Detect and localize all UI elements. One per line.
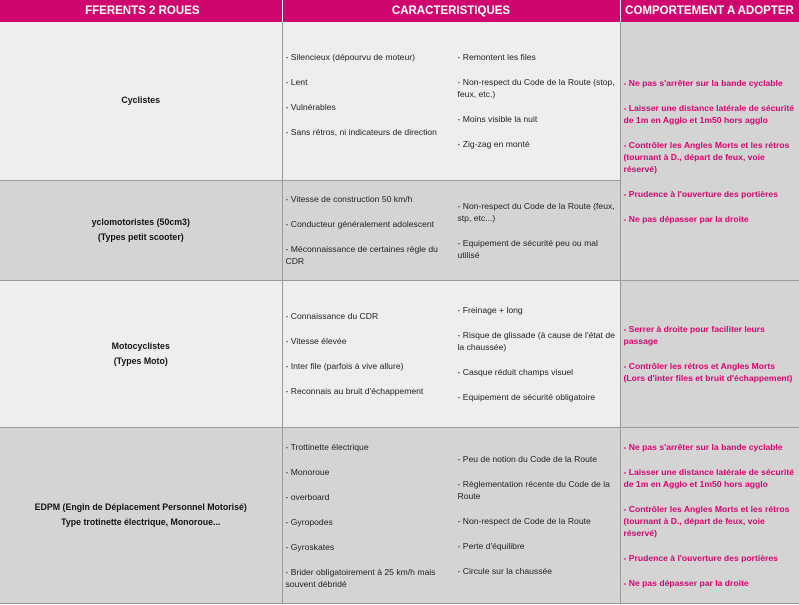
list-item: - Vulnérables (285, 102, 336, 113)
list-item: - Ne pas s'arrêter sur la bande cyclable (623, 77, 783, 88)
category-sublabel: (Types Moto) (113, 355, 168, 366)
header-row (0, 0, 799, 22)
list-item: - Contrôler les rétros et Angles Morts (Lors d'inter files et bruit d'échappement) (623, 361, 793, 383)
characteristics-list (286, 193, 458, 267)
behavior-cell (620, 427, 799, 603)
list-item: - Laisser une distance latérale de sécurité de 1m en Agglo et 1m50 hors agglo (623, 102, 795, 125)
behavior-list (624, 77, 799, 225)
list-item: - Non-respect du Code de la Route (stop, feux, etc.) (457, 77, 615, 100)
list-item: - Zig-zag en monté (457, 139, 530, 150)
list-item: - Ne pas s'arrêter sur la bande cyclable (623, 442, 783, 452)
list-item: - Trottinette électrique (285, 441, 369, 452)
list-item: - Ne pas dépasser par la droite (623, 578, 749, 588)
list-item: - Connaissance du CDR (285, 311, 379, 321)
list-item: - Perte d'équilibre (457, 541, 525, 551)
list-item: - Serrer à droite pour faciliter leurs passage (623, 324, 765, 346)
category-sublabel: Type trotinette électrique, Monoroue... (61, 517, 221, 527)
behavior-list (624, 441, 799, 589)
list-item: - Contrôler les Angles Morts et les rétros (tournant à D., départ de feux, voie réservé) (623, 139, 790, 174)
list-item: - Silencieux (dépourvu de moteur) (285, 52, 415, 63)
list-item: - Laisser une distance latérale de sécurité de 1m en Agglo et 1m50 hors agglo (623, 467, 795, 489)
characteristics-cell (282, 280, 620, 427)
list-item: - Méconnaissance de certaines règle du CDR (285, 244, 438, 266)
list-item: - Prudence à l'ouverture des portières (623, 553, 778, 563)
list-item: - Règlementation récente du Code de la Route (457, 479, 610, 501)
category-label: yclomotoristes (50cm3) (91, 217, 190, 227)
list-item: - Reconnais au bruit d'échappement (285, 386, 424, 396)
category-sublabel: (Types petit scooter) (97, 232, 184, 242)
list-item: - overboard (285, 491, 330, 502)
characteristics-list (286, 51, 458, 150)
list-item: - Contrôler les Angles Morts et les rétros (tournant à D., départ de feux, voie réservé) (623, 504, 790, 538)
characteristics-list (458, 200, 620, 261)
behavior-cell (620, 280, 799, 427)
category-cell (0, 22, 282, 180)
category-cell (0, 180, 282, 280)
category-label: Motocyclistes (111, 340, 170, 351)
list-item: - Freinage + long (457, 305, 523, 315)
list-item: - Equipement de sécurité obligatoire (457, 392, 596, 402)
characteristics-list (458, 51, 620, 150)
list-item: - Gyropodes (285, 516, 333, 527)
list-item: - Sans rétros, ni indicateurs de direction (285, 127, 437, 138)
header-behavior: COMPORTEMENT A ADOPTER (620, 0, 799, 22)
category-cell (0, 280, 282, 427)
list-item: - Prudence à l'ouverture des portières (623, 188, 778, 199)
list-item: - Ne pas dépasser par la droite (623, 213, 749, 224)
list-item: - Peu de notion du Code de la Route (457, 454, 598, 464)
table-row (0, 22, 799, 180)
list-item: - Monoroue (285, 466, 330, 477)
characteristics-list (286, 441, 458, 590)
list-item: - Non-respect de Code de la Route (457, 516, 591, 526)
list-item: - Moins visible la nuit (457, 114, 538, 125)
list-item: - Gyroskates (285, 541, 335, 552)
category-label: Cyclistes (121, 95, 161, 106)
list-item: - Casque réduit champs visuel (457, 367, 574, 377)
list-item: - Non-respect du Code de la Route (feux, stp, etc...) (457, 200, 615, 223)
table-row (0, 280, 799, 427)
behavior-cell (620, 22, 799, 280)
list-item: - Conducteur généralement adolescent (285, 219, 435, 229)
list-item: - Vitesse élevée (285, 336, 347, 346)
list-item: - Inter file (parfois à vive allure) (285, 361, 404, 371)
header-categories: FFERENTS 2 ROUES (0, 0, 282, 22)
list-item: - Remontent les files (457, 52, 536, 63)
list-item: - Lent (285, 77, 308, 88)
behavior-list (624, 323, 799, 384)
characteristics-cell (282, 427, 620, 603)
characteristics-list (458, 453, 620, 577)
category-label: EDPM (Engin de Déplacement Personnel Motorisé) (34, 502, 247, 512)
list-item: - Vitesse de construction 50 km/h (285, 194, 413, 204)
list-item: - Risque de glissade (à cause de l'état de la chaussée) (457, 330, 615, 352)
header-characteristics: CARACTERISTIQUES (282, 0, 620, 22)
table-row (0, 427, 799, 603)
list-item: - Circule sur la chaussée (457, 566, 553, 576)
list-item: - Brider obligatoirement à 25 km/h mais souvent débridé (285, 566, 436, 589)
category-cell (0, 427, 282, 603)
list-item: - Equipement de sécurité peu ou mal utilisé (457, 237, 598, 260)
characteristics-list (286, 310, 458, 397)
characteristics-cell (282, 22, 620, 180)
characteristics-list (458, 304, 620, 403)
characteristics-cell (282, 180, 620, 280)
